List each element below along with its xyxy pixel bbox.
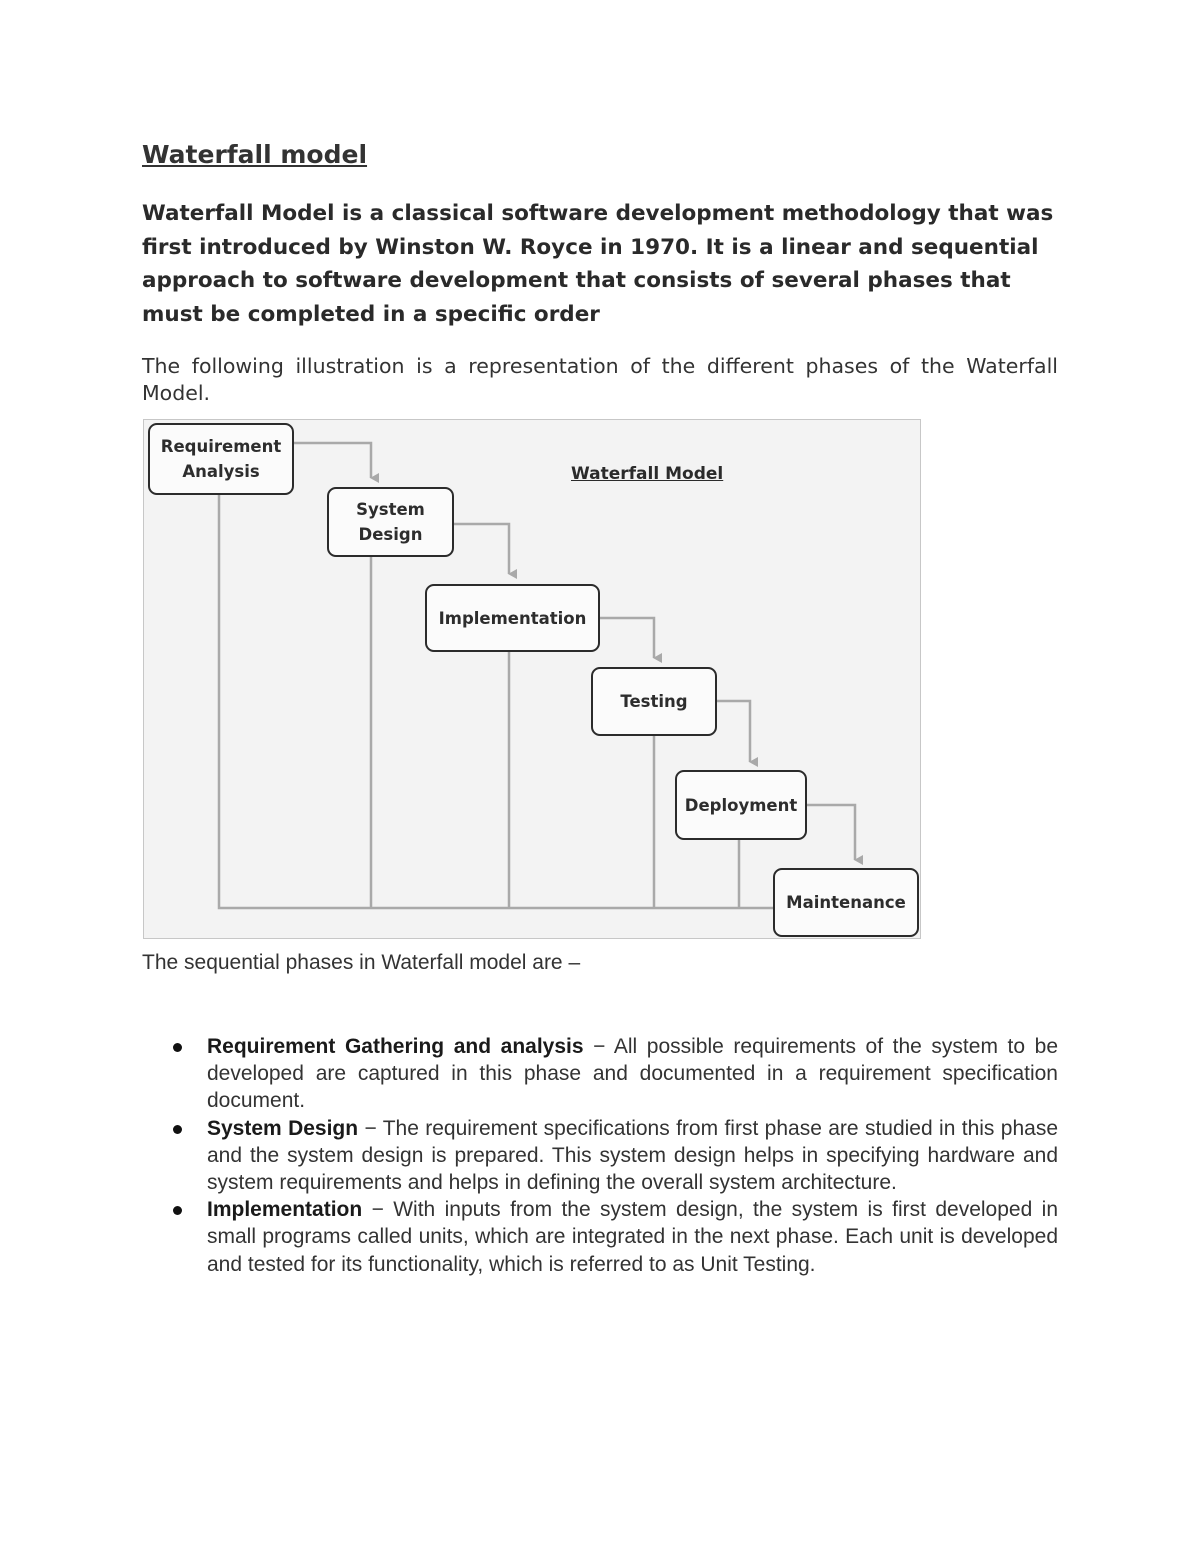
list-item-term: System Design [207, 1116, 359, 1140]
bullet-dot [173, 1206, 182, 1215]
list-item-desc: − The requirement specifications from first phase are studied in this phase and the system design is prepared. This system design helps in specifying hardware and system requirements and helps in defining the overall system architecture. [207, 1116, 1058, 1195]
arrow-implementation-to-testing [600, 618, 654, 658]
diagram-connectors [144, 420, 922, 940]
phase-requirement-analysis: Requirement Analysis [148, 423, 294, 495]
intro-paragraph: Waterfall Model is a classical software development methodology that was first introduced by Winston W. Royce in 1970. It is a linear and sequential approach to software development that consists of several phases that must be completed in a specific order [142, 201, 1054, 327]
arrow-design-to-implementation [454, 524, 509, 574]
waterfall-diagram [143, 419, 921, 939]
list-item [142, 1033, 1058, 1115]
list-item-term: Requirement Gathering and analysis [207, 1035, 584, 1058]
list-item-desc: − With inputs from the system design, the system is first developed in small programs called units, which are integrated in the next phase. Each unit is developed and tested for its functionality, which is referred to as Unit Testing. [207, 1198, 1058, 1276]
arrow-analysis-to-design [294, 443, 371, 478]
diagram-title: Waterfall Model [571, 464, 724, 484]
phase-deployment: Deployment [675, 770, 807, 840]
bullet-dot [173, 1125, 182, 1134]
illustration-caption: The following illustration is a representation of the different phases of the Waterfall Model. [142, 354, 1058, 405]
bullet-dot [173, 1043, 182, 1052]
list-item [142, 1115, 1058, 1197]
phase-system-design: System Design [327, 487, 454, 557]
arrow-testing-to-deployment [717, 701, 750, 762]
phase-list [142, 1033, 1058, 1278]
phase-testing: Testing [591, 667, 717, 736]
arrow-deployment-to-maintenance [807, 805, 855, 860]
phase-maintenance: Maintenance [773, 868, 919, 937]
page-title: Waterfall model [142, 140, 368, 169]
list-item [142, 1196, 1058, 1278]
phase-implementation: Implementation [425, 584, 600, 652]
list-item-desc: − All possible requirements of the system to be developed are captured in this phase and documented in a requirement specification document. [207, 1035, 1058, 1113]
list-item-term: Implementation [207, 1198, 363, 1222]
sequential-phases-intro: The sequential phases in Waterfall model are – [142, 951, 581, 974]
